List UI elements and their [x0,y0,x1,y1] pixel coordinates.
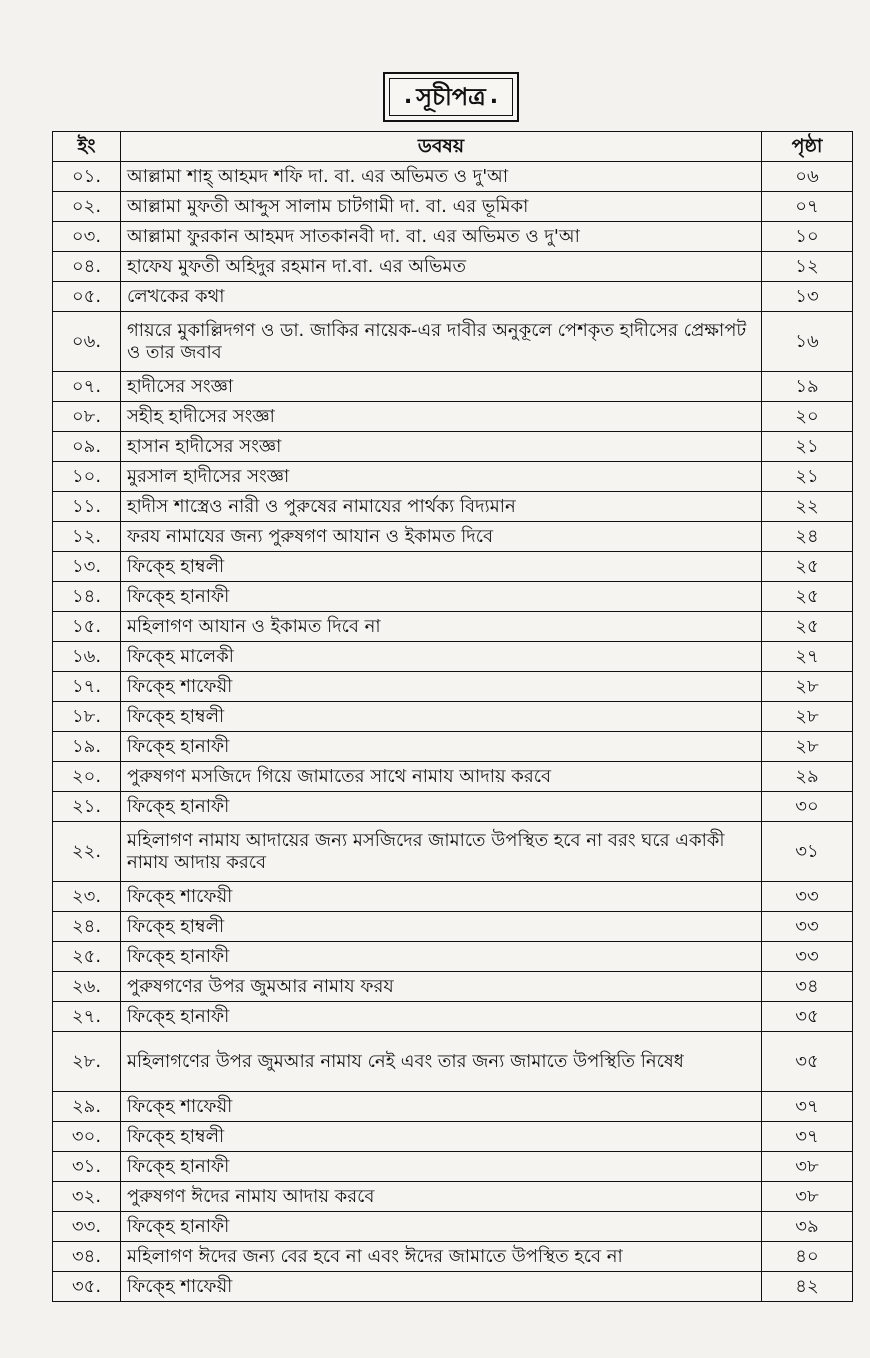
row-page: ৩৭ [762,1122,853,1152]
row-number: ২১. [53,792,121,822]
row-page: ২৯ [762,762,853,792]
row-number: ০৮. [53,402,121,432]
row-page: ৩০ [762,792,853,822]
row-topic: ফিক্হে হানাফী [121,1212,762,1242]
row-number: ১০. [53,462,121,492]
row-page: ১২ [762,252,853,282]
row-number: ৩০. [53,1122,121,1152]
row-topic: ফিক্হে হানাফী [121,582,762,612]
table-row [53,1182,853,1212]
table-row [53,522,853,552]
row-page: ১৬ [762,312,853,372]
row-number: ২০. [53,762,121,792]
table-row [53,1122,853,1152]
row-number: ০৩. [53,222,121,252]
row-page: ৪০ [762,1242,853,1272]
row-topic: লেখকের কথা [121,282,762,312]
header-page: পৃষ্ঠা [762,132,853,162]
row-number: ৩১. [53,1152,121,1182]
row-number: ০৭. [53,372,121,402]
row-page: ৩৩ [762,912,853,942]
row-page: ২৪ [762,522,853,552]
table-row [53,582,853,612]
row-page: ২৮ [762,702,853,732]
row-topic: আল্লামা ফুরকান আহমদ সাতকানবী দা. বা. এর অভিমত ও দু'আ [121,222,762,252]
row-page: ২৫ [762,612,853,642]
row-page: ৩৩ [762,942,853,972]
row-page: ২০ [762,402,853,432]
row-number: ২৬. [53,972,121,1002]
row-topic: মহিলাগণ ঈদের জন্য বের হবে না এবং ঈদের জামাতে উপস্থিত হবে না [121,1242,762,1272]
row-topic: ফিক্হে হানাফী [121,792,762,822]
row-topic: ফিক্হে হানাফী [121,942,762,972]
table-row [53,702,853,732]
row-topic: ফিক্হে শাফেয়ী [121,1092,762,1122]
title-text: সূচীপত্র [416,83,486,111]
row-page: ৩৫ [762,1002,853,1032]
row-number: ২৩. [53,882,121,912]
table-row [53,642,853,672]
table-row [53,402,853,432]
row-topic: পুরুষগণের উপর জুমআর নামায ফরয [121,972,762,1002]
row-number: ২৪. [53,912,121,942]
row-number: ২৯. [53,1092,121,1122]
row-page: ১০ [762,222,853,252]
row-topic: হাদীসের সংজ্ঞা [121,372,762,402]
row-page: ৩৫ [762,1032,853,1092]
row-topic: ফিক্হে হাম্বলী [121,702,762,732]
row-number: ১২. [53,522,121,552]
row-page: ৪২ [762,1272,853,1302]
row-number: ১৫. [53,612,121,642]
row-page: ২৮ [762,672,853,702]
table-body [53,162,853,1302]
table-row [53,282,853,312]
table-of-contents [52,131,853,1302]
row-page: ২১ [762,462,853,492]
row-number: ১৭. [53,672,121,702]
row-topic: মহিলাগণ আযান ও ইকামত দিবে না [121,612,762,642]
table-row [53,1272,853,1302]
row-number: ১৪. [53,582,121,612]
row-topic: ফিক্হে শাফেয়ী [121,882,762,912]
row-number: ১৬. [53,642,121,672]
row-page: ৩৭ [762,1092,853,1122]
table-row [53,162,853,192]
table-row [53,1032,853,1092]
table-row [53,432,853,462]
row-topic: ফিক্হে হানাফী [121,1002,762,1032]
row-topic: হাসান হাদীসের সংজ্ঞা [121,432,762,462]
row-page: ২৫ [762,552,853,582]
row-page: ৩৪ [762,972,853,1002]
row-topic: ফিক্হে হানাফী [121,732,762,762]
table-row [53,1212,853,1242]
row-topic: মহিলাগণের উপর জুমআর নামায নেই এবং তার জন্য জামাতে উপস্থিতি নিষেধ [121,1032,762,1092]
table-row [53,762,853,792]
row-page: ২৮ [762,732,853,762]
row-number: ১৩. [53,552,121,582]
row-topic: ফিক্হে হাম্বলী [121,1122,762,1152]
row-topic: ফিক্হে হাম্বলী [121,552,762,582]
row-topic: সহীহ হাদীসের সংজ্ঞা [121,402,762,432]
table-row [53,912,853,942]
row-number: ০৯. [53,432,121,462]
row-page: ২২ [762,492,853,522]
row-number: ৩৫. [53,1272,121,1302]
table-row [53,612,853,642]
row-topic: আল্লামা শাহ্ আহমদ শফি দা. বা. এর অভিমত ও দু'আ [121,162,762,192]
page-title [383,72,519,122]
row-number: ২৮. [53,1032,121,1092]
row-page: ৩৩ [762,882,853,912]
row-topic: মুরসাল হাদীসের সংজ্ঞা [121,462,762,492]
row-page: ৩৯ [762,1212,853,1242]
table-row [53,1002,853,1032]
title-mark-right: . [489,84,499,109]
row-number: ৩৩. [53,1212,121,1242]
row-number: ২৭. [53,1002,121,1032]
row-page: ২৫ [762,582,853,612]
row-number: ১৮. [53,702,121,732]
row-topic: গায়রে মুকাল্লিদগণ ও ডা. জাকির নায়েক-এর দাবীর অনুকূলে পেশকৃত হাদীসের প্রেক্ষাপট ও তার জবাব [121,312,762,372]
table-row [53,822,853,882]
row-topic: পুরুষগণ ঈদের নামায আদায় করবে [121,1182,762,1212]
table-row [53,462,853,492]
table-row [53,1242,853,1272]
row-topic: ফরয নামাযের জন্য পুরুষগণ আযান ও ইকামত দিবে [121,522,762,552]
row-page: ২১ [762,432,853,462]
row-number: ১৯. [53,732,121,762]
table-row [53,222,853,252]
table-row [53,672,853,702]
row-page: ০৭ [762,192,853,222]
row-page: ১৩ [762,282,853,312]
row-number: ৩২. [53,1182,121,1212]
table-row [53,942,853,972]
table-header-row [53,132,853,162]
table-row [53,1092,853,1122]
row-topic: আল্লামা মুফতী আব্দুস সালাম চাটগামী দা. বা. এর ভূমিকা [121,192,762,222]
row-topic: ফিক্হে হাম্বলী [121,912,762,942]
title-mark-left: . [403,84,413,109]
row-page: ১৯ [762,372,853,402]
table-row [53,312,853,372]
row-topic: ফিক্হে হানাফী [121,1152,762,1182]
header-number: ইং [53,132,121,162]
header-topic: ডবষয় [121,132,762,162]
row-topic: মহিলাগণ নামায আদায়ের জন্য মসজিদের জামাতে উপস্থিত হবে না বরং ঘরে একাকী নামায আদায় করবে [121,822,762,882]
row-topic: পুরুষগণ মসজিদে গিয়ে জামাতের সাথে নামায আদায় করবে [121,762,762,792]
row-number: ০২. [53,192,121,222]
row-number: ০১. [53,162,121,192]
table-row [53,552,853,582]
row-topic: ফিক্হে শাফেয়ী [121,672,762,702]
table-row [53,252,853,282]
table-row [53,972,853,1002]
row-number: ০৪. [53,252,121,282]
row-number: ০৫. [53,282,121,312]
table-row [53,192,853,222]
row-page: ২৭ [762,642,853,672]
table-row [53,732,853,762]
table-row [53,492,853,522]
row-number: ০৬. [53,312,121,372]
table-row [53,792,853,822]
row-topic: ফিক্হে শাফেয়ী [121,1272,762,1302]
row-number: ১১. [53,492,121,522]
row-page: ৩১ [762,822,853,882]
row-topic: হাদীস শাস্ত্রেও নারী ও পুরুষের নামাযের পার্থক্য বিদ্যমান [121,492,762,522]
table-row [53,372,853,402]
row-number: ২২. [53,822,121,882]
row-number: ২৫. [53,942,121,972]
table-row [53,1152,853,1182]
table-row [53,882,853,912]
row-page: ৩৮ [762,1182,853,1212]
row-topic: ফিক্হে মালেকী [121,642,762,672]
row-number: ৩৪. [53,1242,121,1272]
row-topic: হাফেয মুফতী অহিদুর রহমান দা.বা. এর অভিমত [121,252,762,282]
row-page: ০৬ [762,162,853,192]
row-page: ৩৮ [762,1152,853,1182]
